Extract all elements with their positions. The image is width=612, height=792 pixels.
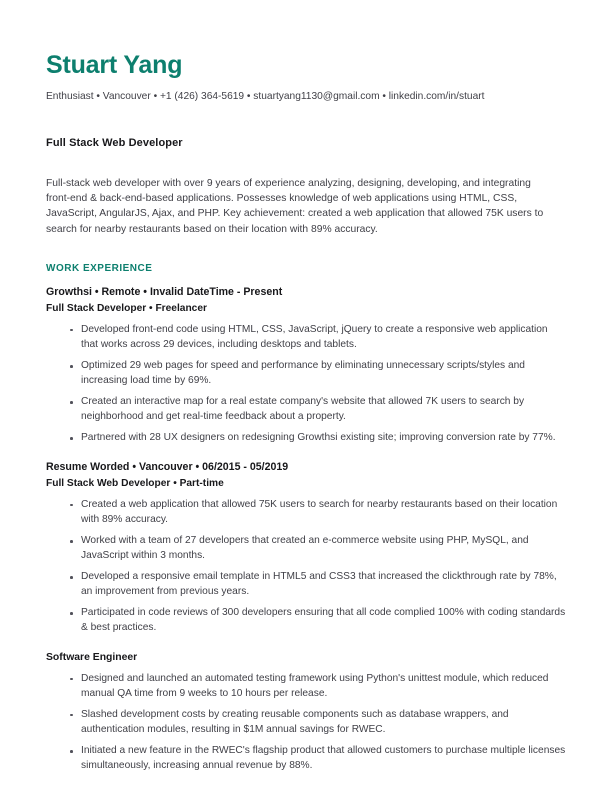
job-bullet: Initiated a new feature in the RWEC's flagship product that allowed customers to purchase multiple licenses simultaneously, increasing annual revenue by 88%. <box>70 744 566 774</box>
job-bullet: Slashed development costs by creating reusable components such as database wrappers, and authentication modules, resulting in $1M annual savings for RWEC. <box>70 708 566 738</box>
job-company-line: Resume Worded • Vancouver • 06/2015 - 05/2019 <box>46 460 289 473</box>
section-heading-work-experience: WORK EXPERIENCE <box>46 262 153 274</box>
job-bullet: Optimized 29 web pages for speed and performance by eliminating unnecessary scripts/styles and increasing load time by 69%. <box>70 359 566 389</box>
job-role-line: Full Stack Web Developer • Part-time <box>46 477 224 489</box>
professional-summary: Full-stack web developer with over 9 years of experience analyzing, designing, developing, and integrating front-end & back-end-based applications. Possesses knowledge of web applications using HTML, CSS, JavaScript, AngularJS, Ajax, and PHP. Key achievement: created a web application that allowed 75K users to search for nearby restaurants based on their location with 89% accuracy. <box>46 178 544 235</box>
job-bullet-list <box>46 323 566 446</box>
sub-role-title: Software Engineer <box>46 651 138 663</box>
job-bullet: Worked with a team of 27 developers that created an e-commerce website using PHP, MySQL, and JavaScript within 3 months. <box>70 534 566 564</box>
job-bullet: Partnered with 28 UX designers on redesigning Growthsi existing site; improving conversion rate by 77%. <box>70 431 566 446</box>
job-entry <box>46 460 566 636</box>
job-bullet: Created an interactive map for a real estate company's website that allowed 7K users to search by neighborhood and get real-time feedback about a property. <box>70 395 566 425</box>
contact-line: Enthusiast • Vancouver • +1 (426) 364-5619 • stuartyang1130@gmail.com • linkedin.com/in/stuart <box>46 90 485 102</box>
job-bullet: Designed and launched an automated testing framework using Python's unittest module, which reduced manual QA time from 9 weeks to 10 hours per release. <box>70 672 566 702</box>
sub-role-entry <box>46 650 566 774</box>
job-bullet: Developed front-end code using HTML, CSS, JavaScript, jQuery to create a responsive web application that works across 29 devices, including desktops and tablets. <box>70 323 566 353</box>
job-role-line: Full Stack Developer • Freelancer <box>46 302 207 314</box>
job-company-line: Growthsi • Remote • Invalid DateTime - Present <box>46 285 283 298</box>
job-bullet-list <box>46 498 566 636</box>
job-entry <box>46 285 566 446</box>
job-bullet: Created a web application that allowed 75K users to search for nearby restaurants based on their location with 89% accuracy. <box>70 498 566 528</box>
sub-role-bullet-list <box>46 672 566 774</box>
work-experience-section <box>46 263 566 774</box>
job-bullet: Participated in code reviews of 300 developers ensuring that all code complied 100% with coding standards & best practices. <box>70 606 566 636</box>
candidate-name: Stuart Yang <box>46 51 183 79</box>
job-bullet: Developed a responsive email template in HTML5 and CSS3 that increased the clickthrough rate by 78%, an improvement from previous years. <box>70 570 566 600</box>
headline-role-title: Full Stack Web Developer <box>46 137 183 149</box>
